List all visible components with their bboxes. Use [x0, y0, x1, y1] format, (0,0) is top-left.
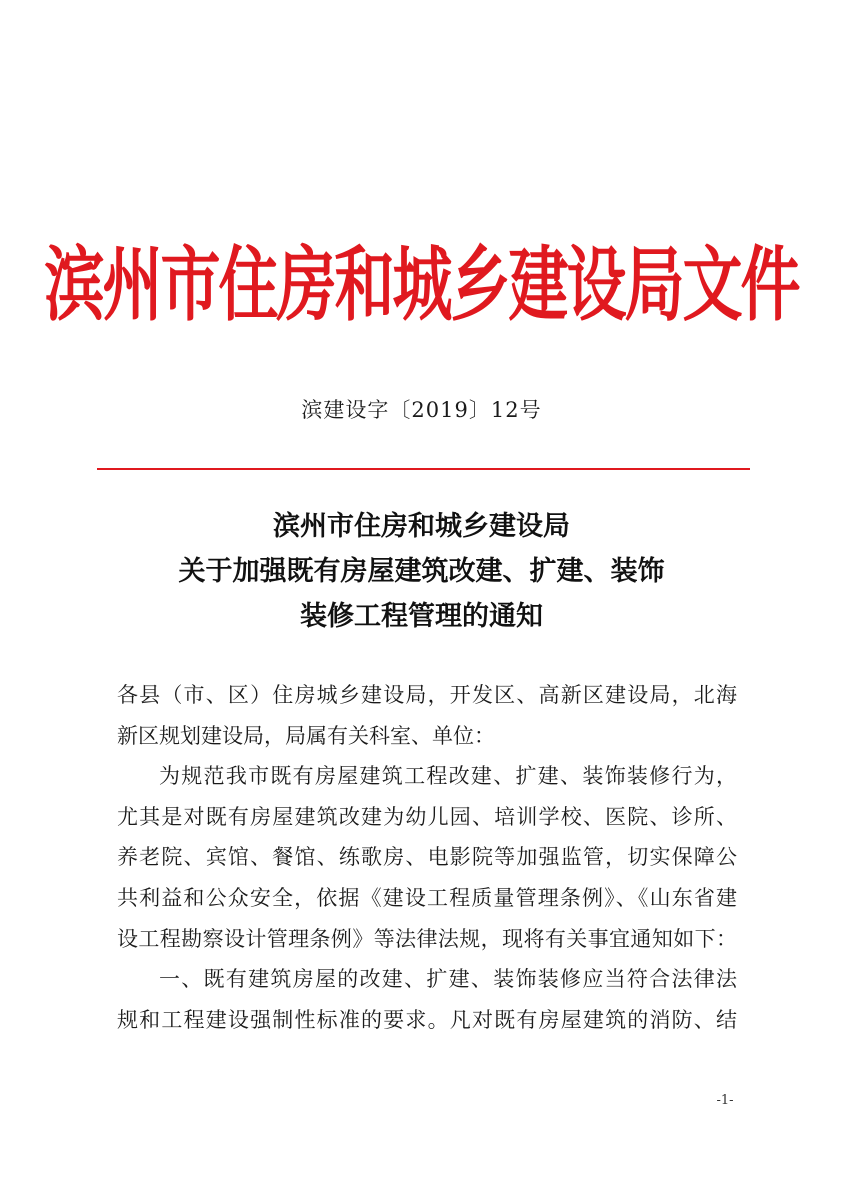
document-number: 滨建设字〔2019〕12号 — [301, 398, 542, 422]
body-line-para1-3: 养老院、宾馆、餐馆、练歌房、电影院等加强监管，切实保障公 — [117, 845, 737, 870]
body-line-para1-1: 为规范我市既有房屋建筑工程改建、扩建、装饰装修行为， — [159, 764, 737, 789]
body-line-para1-2: 尤其是对既有房屋建筑改建为幼儿园、培训学校、医院、诊所、 — [117, 804, 737, 829]
title-line-2: 关于加强既有房屋建筑改建、扩建、装饰 — [178, 556, 665, 587]
page-number: -1- — [716, 1093, 734, 1108]
document-masthead: 滨州市住房和城乡建设局文件 — [44, 238, 799, 334]
notice-body — [117, 675, 737, 1040]
red-separator-rule — [97, 468, 750, 470]
title-line-3: 装修工程管理的通知 — [300, 601, 543, 632]
body-line-para2-1: 一、既有建筑房屋的改建、扩建、装饰装修应当符合法律法 — [159, 967, 737, 992]
body-line-addressees-1: 各县（市、区）住房城乡建设局，开发区、高新区建设局，北海 — [117, 683, 737, 707]
body-line-para1-4: 共利益和公众安全，依据《建设工程质量管理条例》、《山东省建 — [117, 885, 737, 910]
body-line-addressees-2: 新区规划建设局，局属有关科室、单位： — [117, 723, 495, 748]
title-line-1: 滨州市住房和城乡建设局 — [273, 511, 570, 542]
body-line-para2-2: 规和工程建设强制性标准的要求。凡对既有房屋建筑的消防、结 — [117, 1007, 737, 1032]
notice-title — [0, 504, 843, 639]
body-line-para1-5: 设工程勘察设计管理条例》等法律法规，现将有关事宜通知如下： — [117, 926, 737, 951]
